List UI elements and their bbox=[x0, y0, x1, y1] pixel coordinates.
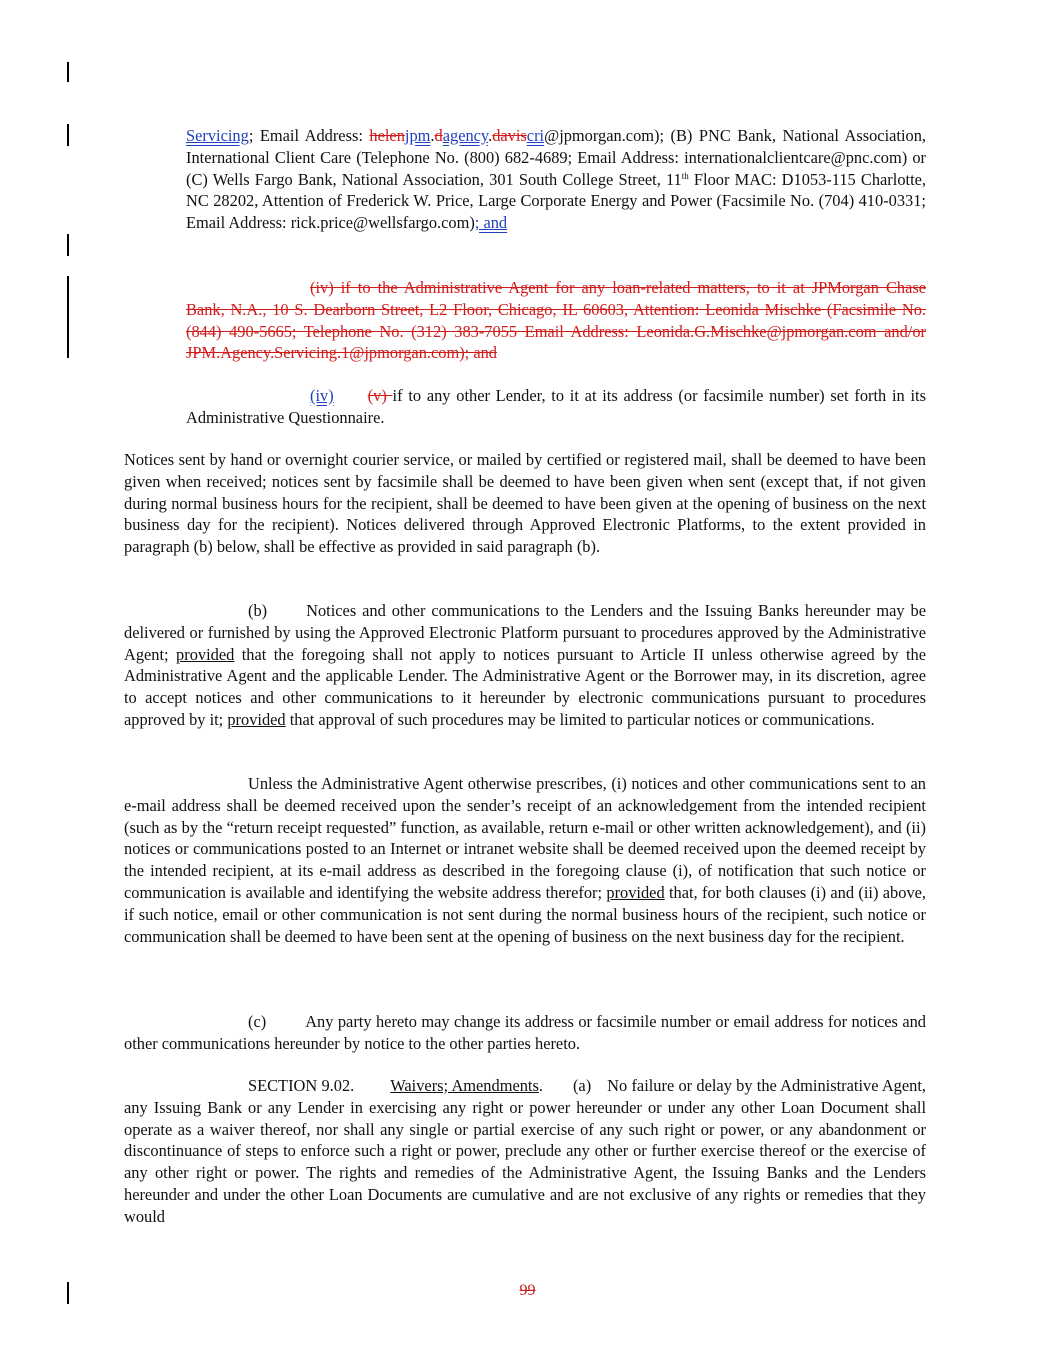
deleted-text: d bbox=[434, 126, 443, 145]
deleted-text: (v) bbox=[367, 386, 393, 405]
inserted-text: agency bbox=[442, 126, 489, 145]
notices-paragraph: Notices sent by hand or overnight courier service, or mailed by certified or registered mail, shall be deemed to have been given when received; notices sent by facsimile shall be deemed to have been given when sent (except that, if not given during normal business hours for the recipient, shall be deemed to have been given at the opening of business on the next business day for the recipient). Notices delivered through Approved Electronic Platforms, to the extent provided in paragraph (b) below, shall be effective as provided in said paragraph (b). bbox=[124, 450, 926, 557]
paragraph-label: (b) bbox=[248, 601, 268, 620]
clause-iv: (iv) (v) if to any other Lender, to it at its address (or facsimile number) set forth in its Administrative Questionnaire. bbox=[186, 386, 926, 427]
page-number: 99 bbox=[519, 1282, 536, 1299]
change-bar bbox=[67, 124, 69, 146]
inserted-text: ; and bbox=[474, 213, 508, 233]
section-number: SECTION 9.02. bbox=[248, 1076, 355, 1095]
inserted-text: jpm bbox=[404, 126, 431, 145]
superscript: th bbox=[681, 170, 689, 181]
inserted-text: cri bbox=[526, 126, 545, 145]
unless-paragraph: Unless the Administrative Agent otherwise prescribes, (i) notices and other communications sent to an e-mail address shall be deemed received upon the sender’s receipt of an acknowledgement from the intended recipient (such as by the “return receipt requested” function, as available, return e-mail or other written acknowledgement), and (ii) notices or communications posted to an Internet or intranet website shall be deemed received upon the deemed receipt by the intended recipient, at its e-mail address as described in the foregoing clause (i), of notification that such notice or communication is available and identifying the website address therefor; provided that, for both clauses (i) and (ii) above, if such notice, email or other communication is not sent during the normal business hours of the recipient, such notice or communication shall be deemed to have been sent at the opening of business on the next business day for the recipient. bbox=[124, 774, 927, 946]
deleted-clause-iv bbox=[186, 277, 926, 364]
paragraph-label: (c) bbox=[248, 1012, 267, 1031]
notice-address-paragraph: Servicing; Email Address: helenjpm.dagency.daviscri@jpmorgan.com); (B) PNC Bank, National Association, International Client Care (Telephone No. (800) 682-4689; Email Address: internationalclientcare@pnc.com) or (C) Wells Fargo Bank, National Association, 301 South College Street, 11th Floor MAC: D1053-115 Charlotte, NC 28202, Attention of Frederick W. Price, Large Corporate Energy and Power (Facsimile No. (704) 410-0331; Email Address: rick.price@wellsfargo.com); and bbox=[186, 126, 927, 233]
change-bar bbox=[67, 276, 69, 358]
inserted-text: (iv) bbox=[310, 386, 334, 405]
paragraph-c: (c) Any party hereto may change its address or facsimile number or email address for notices and other communications hereunder by notice to the other parties hereto. bbox=[124, 1012, 926, 1053]
deleted-text: davis bbox=[492, 126, 527, 145]
deleted-text: helen bbox=[369, 126, 405, 145]
deleted-text: (iv) if to the Administrative Agent for any loan-related matters, to it at JPMorgan Chase Bank, N.A., 10 S. Dearborn Street, L2 Floor, Chicago, IL 60603, Attention: Leonida Mischke (Facsimile No. (844) 490-5665; Telephone No. (312) 383-7055 Email Address: Leonida.G.Mischke@jpmorgan.com and/or JPM.Agency.Servicing.1@jpmorgan.com); and bbox=[186, 278, 926, 363]
change-bar bbox=[67, 62, 69, 82]
section-9-02: SECTION 9.02. Waivers; Amendments. (a) No failure or delay by the Administrative Agent, any Issuing Bank or any Lender in exercising any right or power hereunder or under any other Loan Document shall operate as a waiver thereof, nor shall any single or partial exercise of any such right or power, or any abandonment or discontinuance of steps to enforce such a right or power, preclude any other or further exercise thereof or the exercise of any other right or power. The rights and remedies of the Administrative Agent, the Issuing Banks and the Lenders hereunder and under the other Loan Documents are cumulative and are not exclusive of any rights or remedies that they would bbox=[124, 1076, 926, 1226]
inserted-text: Servicing bbox=[186, 126, 249, 145]
section-title: Waivers; Amendments bbox=[390, 1076, 539, 1095]
paragraph-b: (b) Notices and other communications to the Lenders and the Issuing Banks hereunder may be delivered or furnished by using the Approved Electronic Platform pursuant to procedures approved by the Administrative Agent; provided that the foregoing shall not apply to notices pursuant to Article II unless otherwise agreed by the Administrative Agent and the applicable Lender. The Administrative Agent or the Borrower may, in its discretion, agree to accept notices and other communications to it hereunder by electronic communications pursuant to procedures approved by it; provided that approval of such procedures may be limited to particular notices or communications. bbox=[124, 601, 926, 729]
paragraph-label: (a) bbox=[572, 1076, 592, 1095]
change-bar bbox=[67, 234, 69, 256]
